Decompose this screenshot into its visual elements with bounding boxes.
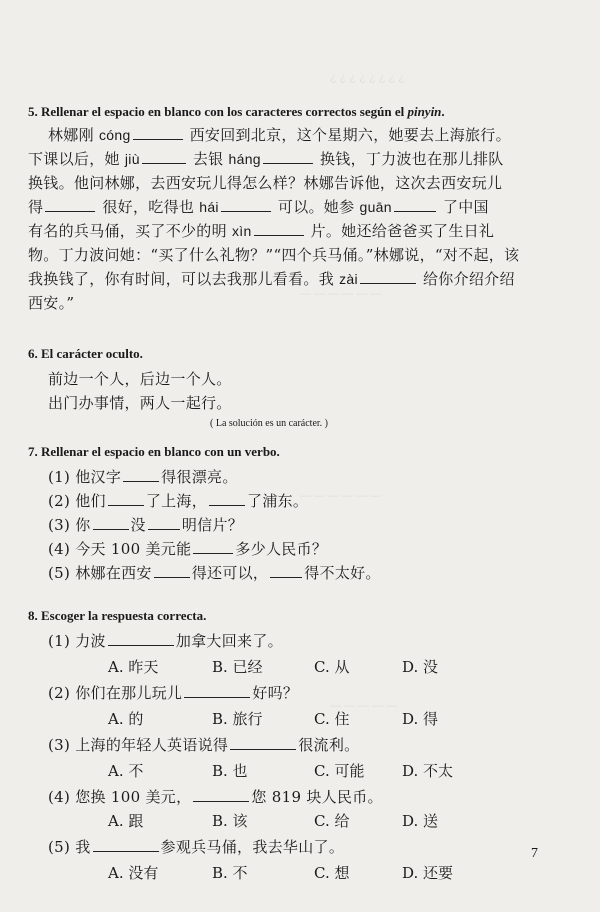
ex5-line-8: 西安。” bbox=[28, 294, 75, 312]
ex8-q4-option-c: C. 给 bbox=[314, 812, 350, 830]
ex5-line-1: 林娜刚 cóng 西安回到北京，这个星期六，她要去上海旅行。 bbox=[48, 126, 511, 144]
ex7-question-4: (4) 今天 100 美元能 多少人民币？ bbox=[48, 540, 328, 558]
ex8-q5-option-b: B. 不 bbox=[212, 864, 248, 882]
ex5-line-6: 物。丁力波问她：“买了什么礼物？”“四个兵马俑。”林娜说，“对不起，该 bbox=[28, 246, 520, 264]
exercise-7-title: 7. Rellenar el espacio en blanco con un verbo. bbox=[28, 444, 280, 459]
ex8-q4-option-b: B. 该 bbox=[212, 812, 248, 830]
exercise-8-title: 8. Escoger la respuesta correcta. bbox=[28, 608, 207, 623]
ex8-q1-option-b: B. 已经 bbox=[212, 658, 263, 676]
bleed-through-text: — — — — — bbox=[330, 700, 398, 712]
ex6-note: ( La solución es un carácter. ) bbox=[210, 418, 329, 429]
ex8-question-2: (2) 你们在那儿玩儿 好吗？ bbox=[48, 684, 299, 702]
ex5-line-5: 有名的兵马俑，买了不少的明 xìn 片。她还给爸爸买了生日礼 bbox=[28, 222, 495, 240]
bleed-through-text: — — — — — — bbox=[300, 288, 382, 300]
ex8-q3-option-a: A. 不 bbox=[108, 762, 144, 780]
ex8-q4-option-d: D. 送 bbox=[402, 812, 439, 830]
ex8-q4-option-a: A. 跟 bbox=[108, 812, 144, 830]
exercise-5-title: 5. Rellenar el espacio en blanco con los caracteres correctos según el pinyin. bbox=[28, 104, 445, 119]
ex8-q2-option-d: D. 得 bbox=[402, 710, 439, 728]
ex8-question-3: (3) 上海的年轻人英语说得 很流利。 bbox=[48, 736, 360, 754]
ex8-question-1: (1) 力波 加拿大回来了。 bbox=[48, 632, 283, 650]
exercise-6-title: 6. El carácter oculto. bbox=[28, 346, 143, 361]
ex7-question-3: (3) 你 没 明信片？ bbox=[48, 516, 244, 534]
ex8-q5-option-a: A. 没有 bbox=[108, 864, 159, 882]
ex8-q3-option-c: C. 可能 bbox=[314, 762, 365, 780]
ex8-q5-option-c: C. 想 bbox=[314, 864, 350, 882]
ex6-riddle-line-1: 前边一个人，后边一个人。 bbox=[48, 370, 232, 388]
ex7-question-1: (1) 他汉字 得很漂亮。 bbox=[48, 468, 238, 486]
ex7-question-2: (2) 他们 了上海， 了浦东。 bbox=[48, 492, 309, 510]
ex8-q5-option-d: D. 还要 bbox=[402, 864, 454, 882]
bleed-through-text: ¿ ¿ ¿ ¿ ¿ ¿ ¿ ¿ bbox=[330, 72, 406, 84]
ex5-line-2: 下课以后，她 jiù 去银 háng 换钱，丁力波也在那儿排队 bbox=[28, 150, 504, 168]
ex6-riddle-line-2: 出门办事情，两人一起行。 bbox=[48, 394, 232, 412]
ex5-line-7: 我换钱了，你有时间，可以去我那儿看看。我 zài 给你介绍介绍 bbox=[28, 270, 515, 288]
ex5-line-3: 换钱。他问林娜，去西安玩儿得怎么样？林娜告诉他，这次去西安玩儿 bbox=[28, 174, 503, 192]
ex8-q1-option-d: D. 没 bbox=[402, 658, 439, 676]
ex7-question-5: (5) 林娜在西安 得还可以， 得不太好。 bbox=[48, 564, 381, 582]
ex8-question-5: (5) 我 参观兵马俑，我去华山了。 bbox=[48, 838, 345, 856]
ex8-q3-option-d: D. 不太 bbox=[402, 762, 454, 780]
ex8-q2-option-c: C. 住 bbox=[314, 710, 350, 728]
ex8-q1-option-a: A. 昨天 bbox=[108, 658, 159, 676]
ex8-q2-option-a: A. 的 bbox=[108, 710, 144, 728]
page-number: 7 bbox=[531, 846, 538, 861]
bleed-through-text: — — — — — — bbox=[300, 490, 382, 502]
ex5-line-4: 得 很好，吃得也 hái 可以。她参 guān 了中国 bbox=[28, 198, 489, 216]
ex8-q1-option-c: C. 从 bbox=[314, 658, 350, 676]
ex8-q2-option-b: B. 旅行 bbox=[212, 710, 263, 728]
ex8-question-4: (4) 您换 100 美元， 您 819 块人民币。 bbox=[48, 788, 383, 806]
ex8-q3-option-b: B. 也 bbox=[212, 762, 248, 780]
